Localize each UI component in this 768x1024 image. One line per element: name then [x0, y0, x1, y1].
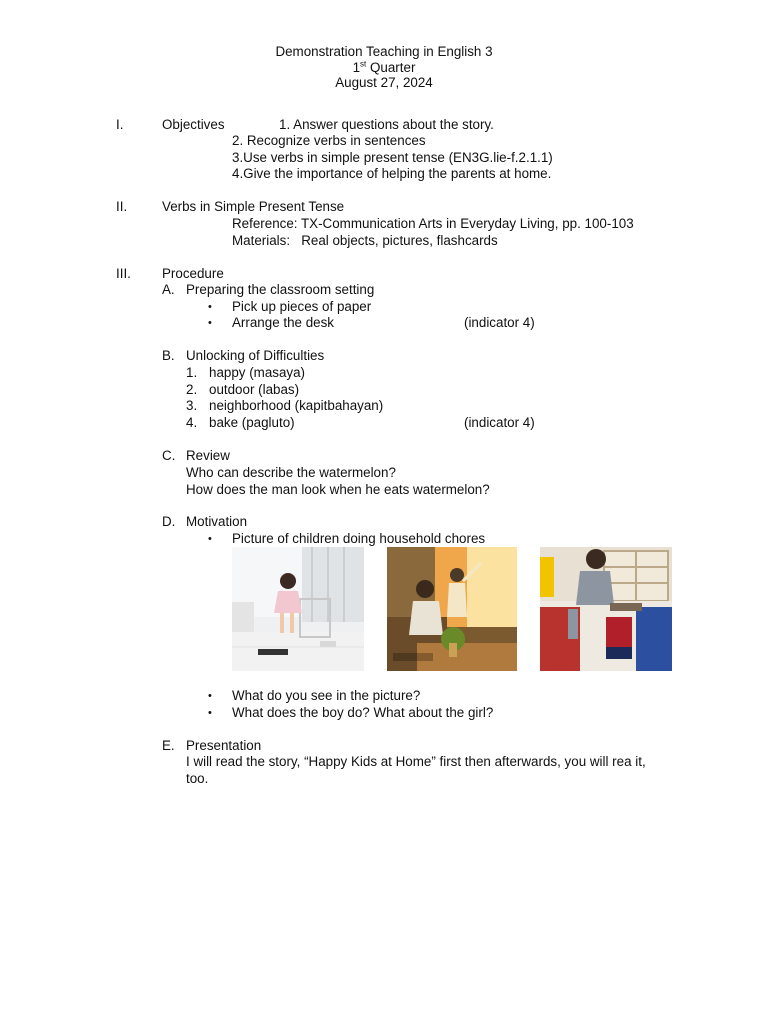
section-numeral-subject: II.	[116, 199, 128, 214]
quarter-suffix: st	[360, 59, 367, 69]
bullet-icon: •	[208, 690, 212, 702]
section-numeral-procedure: III.	[116, 266, 131, 281]
subsection-letter-d: D.	[162, 514, 176, 529]
subsection-letter-a: A.	[162, 282, 175, 297]
section-title-procedure: Procedure	[162, 266, 224, 281]
vocabulary-item: bake (pagluto)	[209, 415, 295, 430]
subsection-letter-e: E.	[162, 738, 175, 753]
list-number: 3.	[186, 398, 198, 413]
bullet-icon: •	[208, 533, 212, 545]
photo-children-cleaning-window	[387, 547, 517, 671]
list-number: 4.	[186, 415, 198, 430]
list-item: Arrange the desk	[232, 315, 334, 330]
objective-item: 2. Recognize verbs in sentences	[232, 133, 426, 148]
subsection-title-e: Presentation	[186, 738, 262, 753]
objective-item: 4.Give the importance of helping the parents at home.	[232, 166, 552, 181]
list-number: 2.	[186, 382, 198, 397]
vocabulary-item: happy (masaya)	[209, 365, 306, 380]
review-question: Who can describe the watermelon?	[186, 465, 396, 480]
list-number: 1.	[186, 365, 198, 380]
document-date: August 27, 2024	[335, 75, 433, 90]
motivation-question: What do you see in the picture?	[232, 688, 421, 703]
indicator-note: (indicator 4)	[464, 415, 535, 430]
quarter-line	[0, 60, 768, 76]
quarter-number: 1	[352, 60, 361, 75]
materials-line: Materials: Real objects, pictures, flashcards	[232, 233, 498, 248]
quarter-label: Quarter	[366, 60, 416, 75]
bullet-icon: •	[208, 707, 212, 719]
vocabulary-item: outdoor (labas)	[209, 382, 300, 397]
subsection-title-d: Motivation	[186, 514, 248, 529]
objective-item: 3.Use verbs in simple present tense (EN3G.lie-f.2.1.1)	[232, 150, 553, 165]
indicator-note: (indicator 4)	[464, 315, 535, 330]
document-title: Demonstration Teaching in English 3	[275, 44, 493, 59]
subsection-title-c: Review	[186, 448, 230, 463]
vocabulary-item: neighborhood (kapitbahayan)	[209, 398, 384, 413]
list-item: Pick up pieces of paper	[232, 299, 372, 314]
objective-item: 1. Answer questions about the story.	[279, 117, 494, 132]
subsection-letter-c: C.	[162, 448, 176, 463]
presentation-text: too.	[186, 771, 209, 786]
subsection-title-a: Preparing the classroom setting	[186, 282, 375, 297]
section-title-objectives: Objectives	[162, 117, 225, 132]
reference-line: Reference: TX-Communication Arts in Everyday Living, pp. 100-103	[232, 216, 634, 231]
presentation-text: I will read the story, “Happy Kids at Home” first then afterwards, you will rea it,	[186, 754, 646, 769]
motivation-question: What does the boy do? What about the girl?	[232, 705, 494, 720]
bullet-icon: •	[208, 301, 212, 313]
review-question: How does the man look when he eats watermelon?	[186, 482, 490, 497]
list-item: Picture of children doing household chores	[232, 531, 486, 546]
subsection-title-b: Unlocking of Difficulties	[186, 348, 325, 363]
photo-girl-sweeping	[232, 547, 364, 671]
bullet-icon: •	[208, 317, 212, 329]
section-numeral-objectives: I.	[116, 117, 124, 132]
section-title-subject: Verbs in Simple Present Tense	[162, 199, 345, 214]
subsection-letter-b: B.	[162, 348, 175, 363]
photo-boy-folding-clothes	[540, 547, 672, 671]
